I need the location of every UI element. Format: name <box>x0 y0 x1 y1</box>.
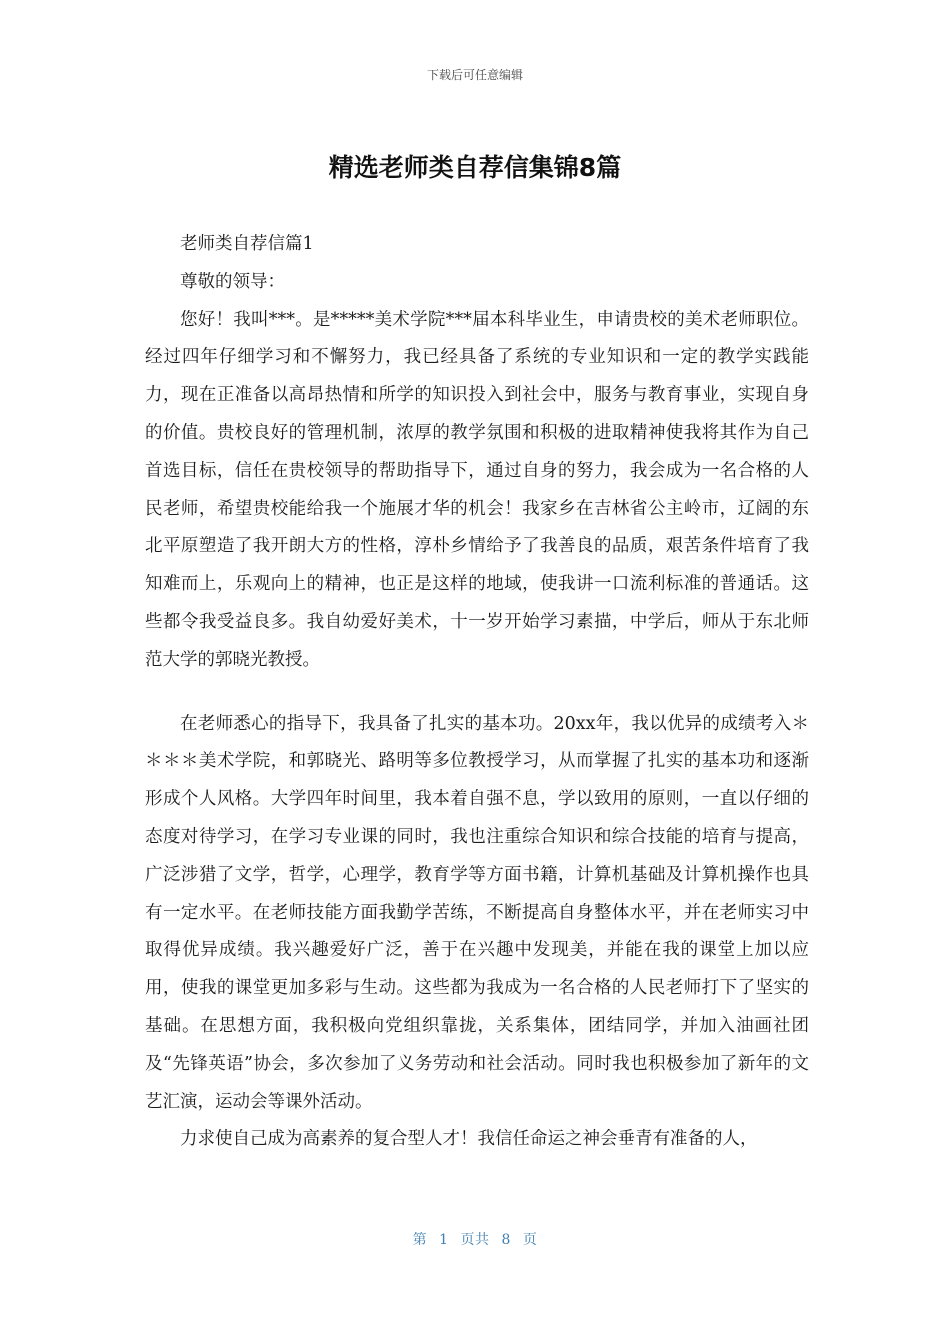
total-pages-number: 8 <box>501 1232 511 1248</box>
paragraph: 您好！我叫***。是*****美术学院***届本科毕业生，申请贵校的美术老师职位。经过四年仔细学习和不懈努力，我已经具备了系统的专业知识和一定的教学实践能力，现在正准备以高昂热情和所学的知识投入到社会中，服务与教育事业，实现自身的价值。贵校良好的管理机制，浓厚的教学氛围和积极的进取精神使我将其作为自己首选目标，信任在贵校领导的帮助指导下，通过自身的努力，我会成为一名合格的人民老师，希望贵校能给我一个施展才华的机会！我家乡在吉林省公主岭市，辽阔的东北平原塑造了我开朗大方的性格，淳朴乡情给予了我善良的品质，艰苦条件培育了我知难而上，乐观向上的精神，也正是这样的地域，使我讲一口流利标准的普通话。这些都令我受益良多。我自幼爱好美术，十一岁开始学习素描，中学后，师从于东北师范大学的郭晓光教授。 <box>145 309 809 670</box>
header-note: 下载后可任意编辑 <box>426 68 523 82</box>
salutation: 尊敬的领导： <box>180 271 285 292</box>
footer-suffix: 页 <box>522 1232 538 1248</box>
page-footer <box>0 1229 950 1249</box>
section-heading: 老师类自荐信篇1 <box>180 234 314 254</box>
paragraph: 在老师悉心的指导下，我具备了扎实的基本功。20xx年，我以优异的成绩考入＊＊＊＊美术学院，和郭晓光、路明等多位教授学习，从而掌握了扎实的基本功和逐渐形成个人风格。大学四年时间里，我本着自强不息，学以致用的原则，一直以仔细的态度对待学习，在学习专业课的同时，我也注重综合知识和综合技能的培育与提高，广泛涉猎了文学，哲学，心理学，教育学等方面书籍，计算机基础及计算机操作也具有一定水平。在老师技能方面我勤学苦练，不断提高自身整体水平，并在老师实习中取得优异成绩。我兴趣爱好广泛，善于在兴趣中发现美，并能在我的课堂上加以应用，使我的课堂更加多彩与生动。这些都为我成为一名合格的人民老师打下了坚实的基础。在思想方面，我积极向党组织靠拢，关系集体，团结同学，并加入油画社团及“先锋英语”协会，多次参加了义务劳动和社会活动。同时我也积极参加了新年的文艺汇演，运动会等课外活动。 <box>145 713 809 1112</box>
footer-prefix: 第 <box>412 1232 428 1248</box>
paragraph: 力求使自己成为高素养的复合型人才！我信任命运之神会垂青有准备的人， <box>180 1129 758 1150</box>
footer-mid: 页共 <box>460 1232 490 1248</box>
document-title: 精选老师类自荐信集锦8篇 <box>328 153 622 182</box>
current-page-number: 1 <box>439 1232 449 1248</box>
document-body <box>145 226 809 1159</box>
